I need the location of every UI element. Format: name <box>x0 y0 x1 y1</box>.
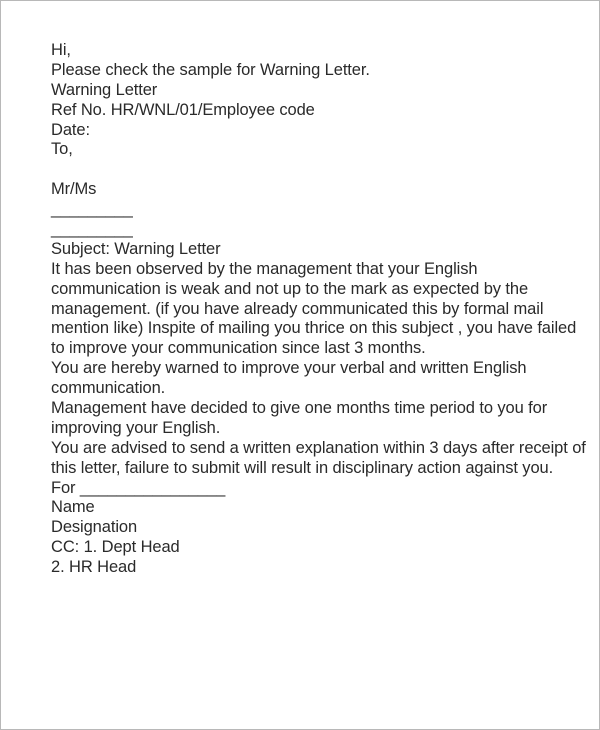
cc-line-2: 2. HR Head <box>51 558 137 577</box>
recipient-blank-line-1: _________ <box>51 200 133 219</box>
letter-body <box>51 41 591 578</box>
body-line: mention like) Inspite of mailing you thrice on this subject , you have failed <box>51 319 577 338</box>
signature-designation: Designation <box>51 518 138 537</box>
body-line: to improve your communication since last 3 months. <box>51 339 426 358</box>
letter-title: Warning Letter <box>51 80 158 99</box>
signature-name: Name <box>51 498 95 517</box>
body-line: You are hereby warned to improve your verbal and written English <box>51 359 527 378</box>
signature-for-line: For ________________ <box>51 478 226 497</box>
body-line: communication. <box>51 379 166 398</box>
body-line: It has been observed by the management that your English <box>51 259 478 278</box>
body-line: improving your English. <box>51 418 221 437</box>
to-label: To, <box>51 140 73 159</box>
greeting: Hi, <box>51 41 71 59</box>
body-line: communication is weak and not up to the mark as expected by the <box>51 279 529 298</box>
cc-line-1: CC: 1. Dept Head <box>51 538 180 557</box>
body-line: this letter, failure to submit will result in disciplinary action against you. <box>51 458 554 477</box>
body-line: management. (if you have already communicated this by formal mail <box>51 299 544 318</box>
recipient-blank-line-2: _________ <box>51 220 133 239</box>
ref-number: Ref No. HR/WNL/01/Employee code <box>51 100 315 119</box>
body-line: You are advised to send a written explanation within 3 days after receipt of <box>51 438 586 457</box>
recipient-salutation: Mr/Ms <box>51 180 97 199</box>
date-label: Date: <box>51 120 90 139</box>
spacer <box>51 160 591 180</box>
body-line: Management have decided to give one months time period to you for <box>51 399 548 418</box>
subject-line: Subject: Warning Letter <box>51 239 221 258</box>
intro-line: Please check the sample for Warning Letter. <box>51 60 370 79</box>
